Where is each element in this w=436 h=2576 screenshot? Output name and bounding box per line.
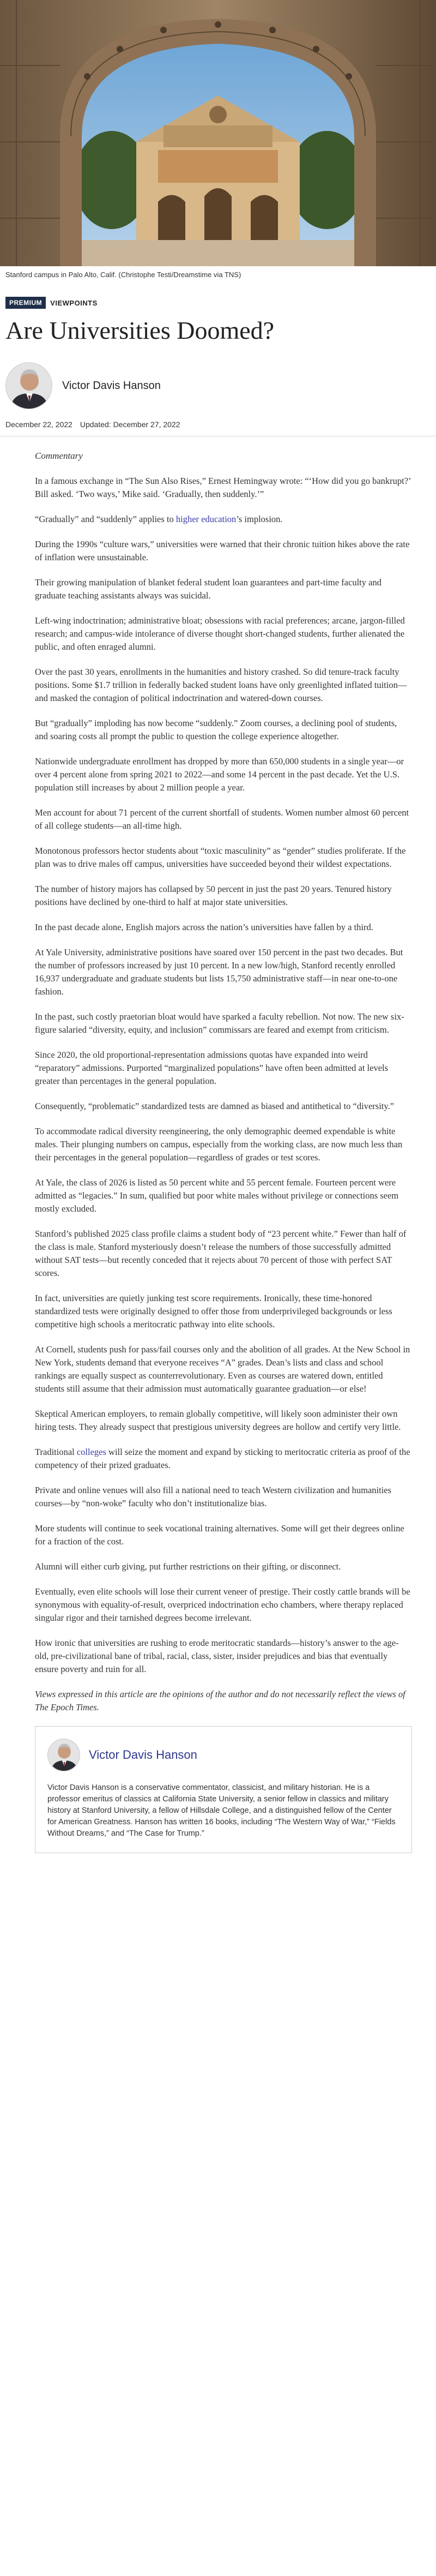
paragraph: How ironic that universities are rushing to erode meritocratic standards—history’s answer to the age-old, pre-civilizational bane of tribal, racial, class, sister, insider prejudices and bias that eventually ensure poverty and ruin for all.	[35, 1638, 399, 1674]
section-link[interactable]: VIEWPOINTS	[50, 298, 98, 307]
bio-avatar[interactable]	[47, 1739, 80, 1771]
paragraph: Eventually, even elite schools will lose their current veneer of prestige. Their costly cattle brands will be synonymous with equality-of-result, overpriced indoctrination echo chambers, where therapy replaced singular rigor and their tarnished degrees become irrelevant.	[35, 1586, 410, 1623]
paragraph-text: will seize the moment and expand by sticking to meritocratic criteria as proof of the competency of their prized graduates.	[35, 1447, 410, 1470]
paragraph-text: Traditional	[35, 1447, 77, 1457]
paragraph: During the 1990s “culture wars,” universities were warned that their chronic tuition hikes above the rate of inflation were unsustainable.	[35, 539, 410, 562]
paragraph: At Yale University, administrative positions have soared over 150 percent in the past two decades. But the number of professors increased by just 10 percent. In a new low/high, Stanford recently enrolled 16,937 undergraduate and graduate students but lists 15,750 administrative staff—in near one-to-one fashion.	[35, 947, 403, 997]
hero-photo-illustration	[0, 0, 436, 266]
author-avatar[interactable]	[5, 362, 52, 409]
paragraph: Private and online venues will also fill a national need to teach Western civilization and humanities courses—by “non-woke” faculty who don’t institutionalize bias.	[35, 1485, 392, 1508]
article-dates	[0, 412, 436, 436]
paragraph	[35, 1446, 411, 1472]
paragraph: Stanford’s published 2025 class profile claims a student body of “23 percent white.” Fewer than half of the class is male. Stanford mysteriously doesn’t release the numbers of those successfully admitted without SAT tests—but recently conceded that it rejects about 70 percent of those with perfect SAT scores.	[35, 1229, 407, 1278]
paragraph: To accommodate radical diversity reengineering, the only demographic deemed expendable is white males. Their plunging numbers on campus, especially from the working class, are now much less than their percentages in the general population—regardless of grades or test scores.	[35, 1126, 403, 1163]
paragraph: Left-wing indoctrination; administrative bloat; obsessions with racial preferences; arcane, jargon-filled research; and campus-wide intolerance of diverse thought short-changed students, further alienated the public, and often enraged alumni.	[35, 615, 405, 652]
paragraph: Men account for about 71 percent of the current shortfall of students. Women number almost 60 percent of all college students—an all-time high.	[35, 807, 409, 831]
paragraph: Over the past 30 years, enrollments in the humanities and history crashed. So did tenure-track faculty positions. Some $1.7 trillion in federally backed student loans have only greenlighted inflated tuition—and masked the contagion of political indoctrination and watered-down courses.	[35, 667, 407, 703]
image-caption: Stanford campus in Palo Alto, Calif. (Christophe Testi/Dreamstime via TNS)	[5, 271, 241, 279]
paragraph: Alumni will either curb giving, put further restrictions on their gifting, or disconnect.	[35, 1561, 341, 1572]
author-portrait-icon	[6, 363, 52, 409]
updated-date: Updated: December 27, 2022	[80, 420, 180, 429]
author-name[interactable]: Victor Davis Hanson	[62, 379, 161, 392]
bio-author-name[interactable]: Victor Davis Hanson	[89, 1748, 197, 1762]
paragraph: Skeptical American employers, to remain globally competitive, will likely soon administer their own hiring tests. They already suspect that prestigious university degrees are hollow and certify very little.	[35, 1409, 401, 1432]
paragraph: In a famous exchange in “The Sun Also Rises,” Ernest Hemingway wrote: “‘How did you go bankrupt?’ Bill asked. ‘Two ways,’ Mike said. ‘Gradually, then suddenly.’”	[35, 476, 411, 499]
paragraph-text: ’s implosion.	[236, 514, 283, 524]
paragraph: Monotonous professors hector students about “toxic masculinity” as “gender” studies proliferate. If the plan was to drive males off campus, universities have succeeded beyond their wildest expectations.	[35, 846, 406, 869]
published-date: December 22, 2022	[5, 420, 72, 429]
author-bio-box	[35, 1726, 412, 1853]
paragraph: Consequently, “problematic” standardized tests are damned as biased and antithetical to “diversity.”	[35, 1101, 395, 1111]
section-label: Commentary	[35, 451, 83, 461]
byline	[0, 352, 436, 412]
bio-text: Victor Davis Hanson is a conservative commentator, classicist, and military historian. He is a professor emeritus of classics at California State University, a senior fellow in classics and military history at Stanford University, a fellow of Hillsdale College, and a distinguished fellow of the Center for American Greatness. Hanson has written 16 books, including “The Western Way of War,” “Fields Without Dreams,” and “The Case for Trump.”	[47, 1783, 396, 1838]
article-badges	[0, 284, 436, 311]
paragraph: But “gradually” imploding has now become “suddenly.” Zoom courses, a declining pool of students, and soaring costs all prompt the public to question the college experience altogether.	[35, 718, 397, 741]
bio-header	[47, 1739, 399, 1771]
author-portrait-icon	[48, 1739, 80, 1771]
article-body	[0, 436, 436, 1714]
article-title: Are Universities Doomed?	[5, 316, 275, 344]
higher-education-link[interactable]: higher education	[175, 514, 237, 524]
colleges-link[interactable]: colleges	[76, 1447, 106, 1457]
paragraph-text: “Gradually” and “suddenly” applies to	[35, 514, 176, 524]
paragraph: At Cornell, students push for pass/fail courses only and the abolition of all grades. At the New School in New York, students demand that everyone receives “A” grades. Dean’s lists and class and school rankings are equally suspect as counterrevolutionary. Even as courses are watered down, entitled students still assume that their admission must automatically guarantee graduation—or else!	[35, 1344, 410, 1394]
paragraph: Their growing manipulation of blanket federal student loan guarantees and part-time faculty and graduate teaching assistants always was suicidal.	[35, 577, 382, 601]
page-bottom-spacer	[0, 1853, 436, 1863]
paragraph: In fact, universities are quietly junking test score requirements. Ironically, these time-honored standardized tests were originally designed to offer those from underprivileged backgrounds or less competitive high schools a meritocratic pathway into elite schools.	[35, 1293, 392, 1329]
paragraph: In the past decade alone, English majors across the nation’s universities have fallen by a third.	[35, 922, 373, 932]
paragraph: Nationwide undergraduate enrollment has dropped by more than 650,000 students in a single year—or over 4 percent alone from spring 2021 to 2022—and some 14 percent in the past decade. Yet the U.S. population still increases by about 2 million people a year.	[35, 756, 404, 793]
paragraph	[35, 513, 411, 526]
opinion-disclaimer: Views expressed in this article are the opinions of the author and do not necessarily reflect the views of The Epoch Times.	[35, 1689, 405, 1712]
paragraph: In the past, such costly praetorian bloat would have sparked a faculty rebellion. Not now. The new six-figure salaried “diversity, equity, and inclusion” commissars are feared and exempt from criticism.	[35, 1011, 404, 1035]
paragraph: At Yale, the class of 2026 is listed as 50 percent white and 55 percent female. Fourteen percent were admitted as “legacies.” In sum, qualified but poor white males without privilege or connections seem mostly excluded.	[35, 1177, 399, 1214]
premium-badge[interactable]: PREMIUM	[5, 297, 46, 309]
paragraph: The number of history majors has collapsed by 50 percent in just the past 20 years. Tenured history positions have declined by one-third to half at major state universities.	[35, 884, 392, 907]
paragraph: More students will continue to seek vocational training alternatives. Some will get their degrees online for a fraction of the cost.	[35, 1523, 404, 1547]
paragraph: Since 2020, the old proportional-representation admissions quotas have expanded into weird “reparatory” admissions. Purported “marginalized populations” have often been admitted at levels greater than percentages in the general population.	[35, 1050, 389, 1086]
hero-image	[0, 0, 436, 266]
